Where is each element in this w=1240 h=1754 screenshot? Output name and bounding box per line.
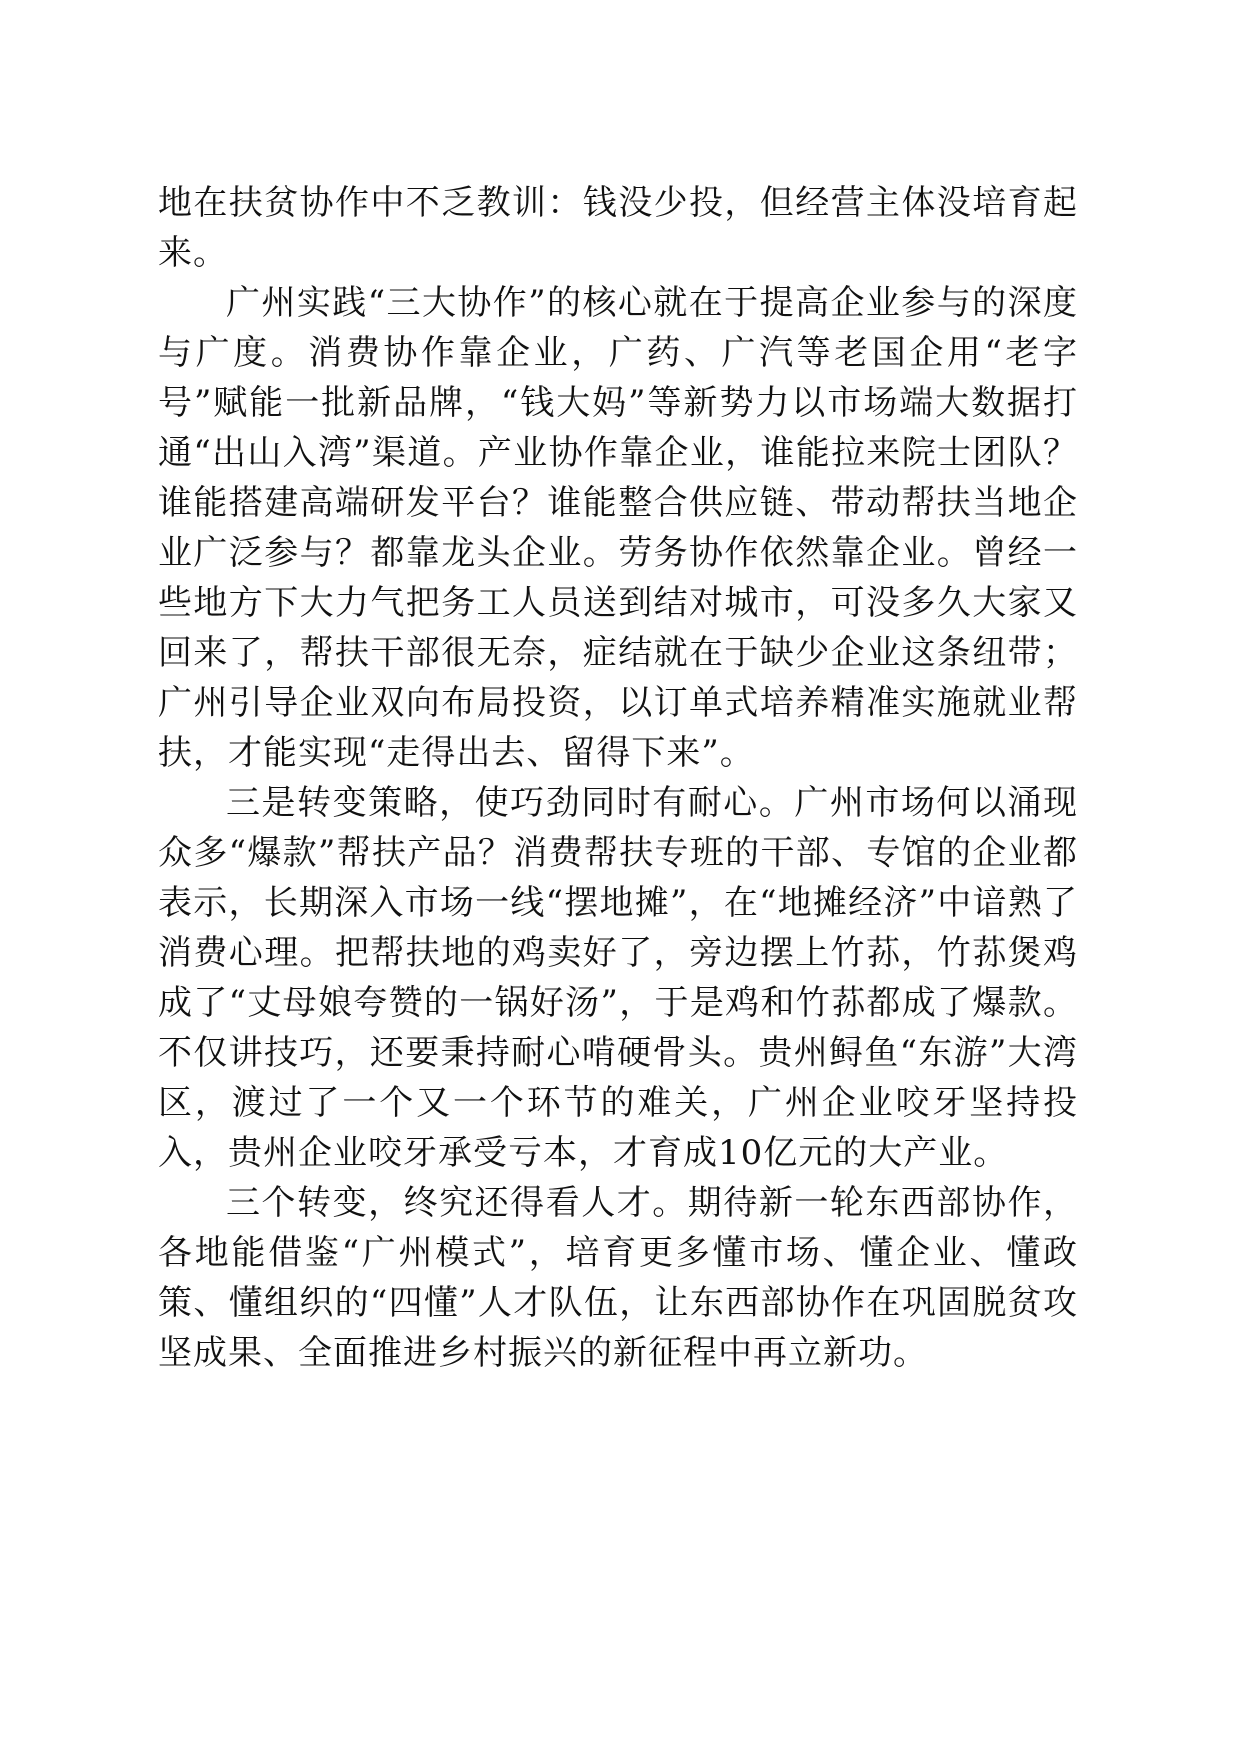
paragraph-talent-conclusion: 三个转变，终究还得看人才。期待新一轮东西部协作，各地能借鉴“广州模式”，培育更多懂市场、懂企业、懂政策、懂组织的“四懂”人才队伍，让东西部协作在巩固脱贫攻坚成果、全面推进乡村振兴的新征程中再立新功。 — [158, 1183, 1078, 1373]
paragraph-strategy-change: 三是转变策略，使巧劲同时有耐心。广州市场何以涌现众多“爆款”帮扶产品？消费帮扶专班的干部、专馆的企业都表示，长期深入市场一线“摆地摊”，在“地摊经济”中谙熟了消费心理。把帮扶地的鸡卖好了，旁边摆上竹荪，竹荪煲鸡成了“丈母娘夸赞的一锅好汤”，于是鸡和竹荪都成了爆款。不仅讲技巧，还要秉持耐心啃硬骨头。贵州鲟鱼“东游”大湾区，渡过了一个又一个环节的难关，广州企业咬牙坚持投入，贵州企业咬牙承受亏本，才育成10亿元的大产业。 — [158, 783, 1078, 1173]
paragraph-enterprise-participation: 广州实践“三大协作”的核心就在于提高企业参与的深度与广度。消费协作靠企业，广药、广汽等老国企用“老字号”赋能一批新品牌，“钱大妈”等新势力以市场端大数据打通“出山入湾”渠道。产业协作靠企业，谁能拉来院士团队？谁能搭建高端研发平台？谁能整合供应链、带动帮扶当地企业广泛参与？都靠龙头企业。劳务协作依然靠企业。曾经一些地方下大力气把务工人员送到结对城市，可没多久大家又回来了，帮扶干部很无奈，症结就在于缺少企业这条纽带；广州引导企业双向布局投资，以订单式培养精准实施就业帮扶，才能实现“走得出去、留得下来”。 — [158, 283, 1078, 773]
paragraph-continuation: 地在扶贫协作中不乏教训：钱没少投，但经营主体没培育起来。 — [158, 183, 1078, 273]
document-body — [158, 178, 1078, 1378]
